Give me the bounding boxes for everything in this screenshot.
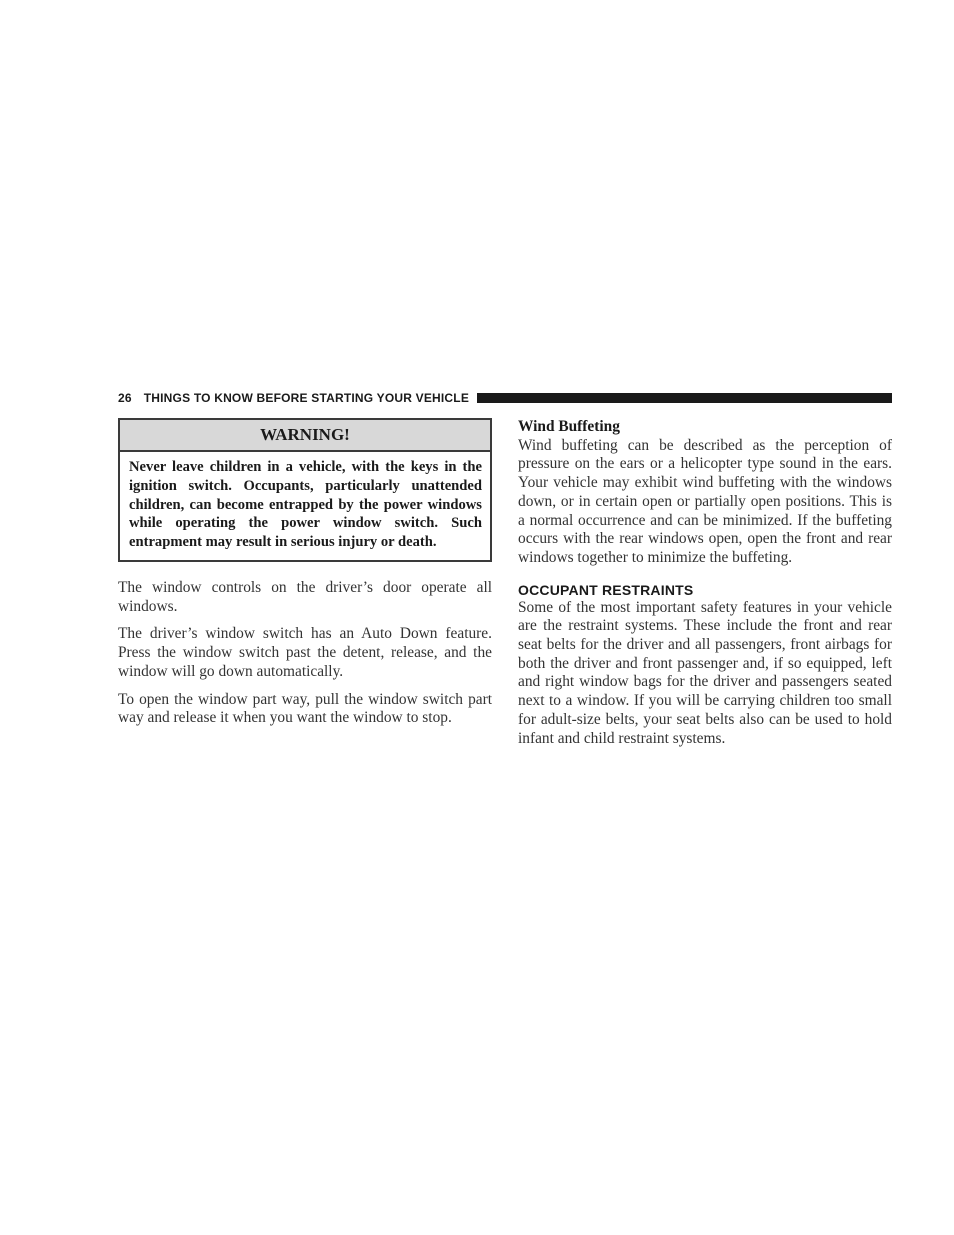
section-title: THINGS TO KNOW BEFORE STARTING YOUR VEHICLE (143, 391, 470, 405)
page-header (118, 390, 892, 406)
header-rule (477, 393, 892, 403)
paragraph-auto-down: The driver’s window switch has an Auto Down feature. Press the window switch past the detent, release, and the window will go down automatically. (118, 625, 492, 680)
left-column (118, 418, 492, 728)
paragraph-window-controls: The window controls on the driver’s door operate all windows. (118, 578, 492, 615)
wind-buffeting-body: Wind buffeting can be described as the perception of pressure on the ears or a helicopter type sound in the ears. Your vehicle may exhibit wind buffeting with the windows down, or in certain open or partially open positions. This is a normal occurrence and can be minimized. If the buffeting occurs with the rear windows open, open the front and rear windows together to minimize the buffeting. (518, 436, 892, 566)
paragraph-part-way: To open the window part way, pull the window switch part way and release it when you want the window to stop. (118, 690, 492, 727)
warning-box (118, 418, 492, 562)
page-number: 26 (118, 391, 132, 405)
warning-body: Never leave children in a vehicle, with the keys in the ignition switch. Occupants, particularly unattended children, can become entrapped by the power windows while operating the power window switch. Such entrapment may result in serious injury or death. (129, 459, 482, 551)
occupant-restraints-heading: OCCUPANT RESTRAINTS (518, 581, 694, 598)
right-column (518, 418, 892, 748)
wind-buffeting-heading: Wind Buffeting (518, 418, 620, 435)
occupant-restraints-body: Some of the most important safety features in your vehicle are the restraint systems. These include the front and rear seat belts for the driver and all passengers, front airbags for both the driver and front passenger and, if so equipped, left and right window bags for the driver and passengers seated next to a window. If you will be carrying children too small for adult-size belts, your seat belts also can be used to hold infant and child restraint systems. (518, 598, 892, 747)
warning-title: WARNING! (120, 420, 490, 452)
